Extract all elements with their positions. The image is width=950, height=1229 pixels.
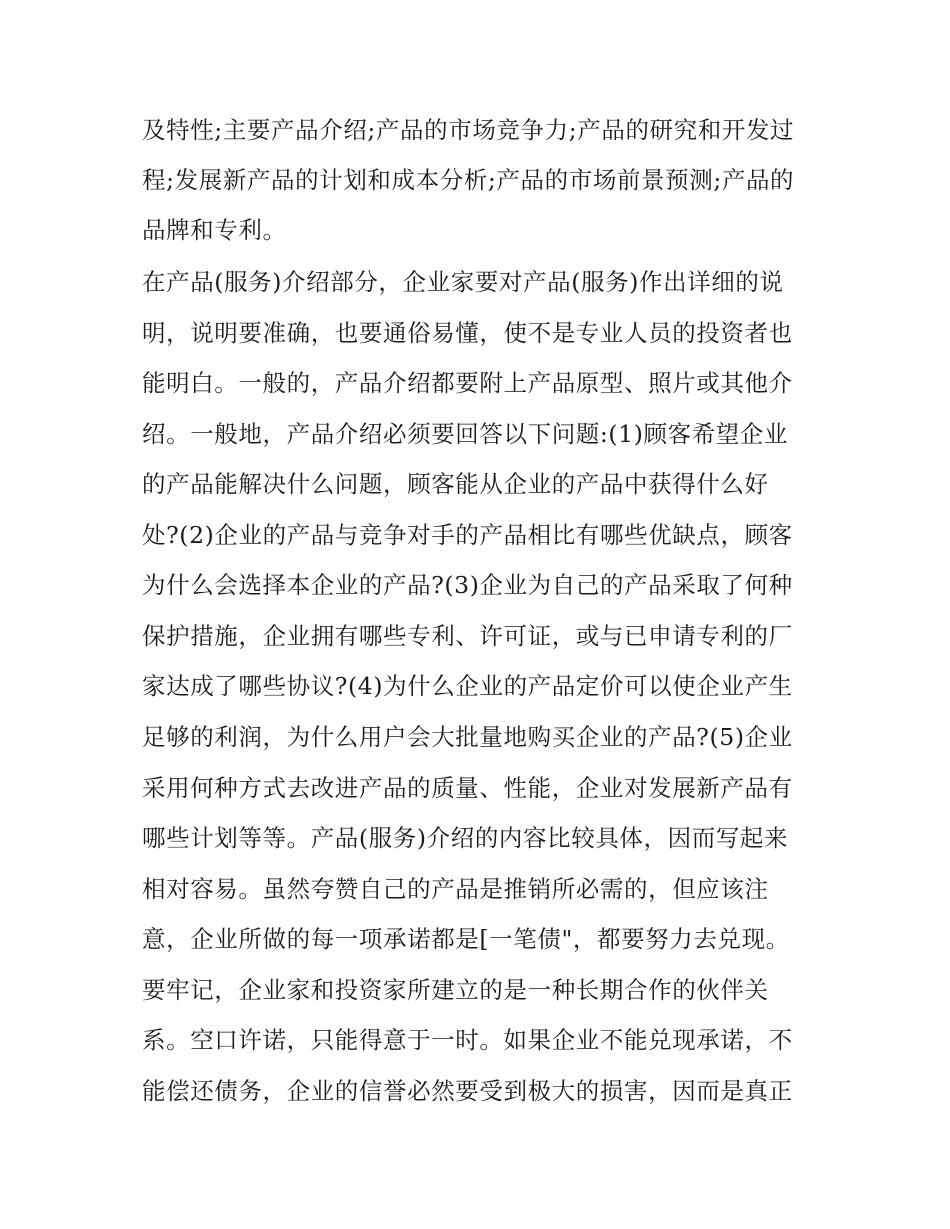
text-line: 哪些计划等等。产品(服务)介绍的内容比较具体，因而写起来: [142, 824, 789, 852]
text-line: 能明白。一般的，产品介绍都要附上产品原型、照片或其他介: [142, 369, 793, 397]
text-line: 在产品(服务)介绍部分，企业家要对产品(服务)作出详细的说: [142, 268, 784, 296]
text-line: 的产品能解决什么问题，顾客能从企业的产品中获得什么好: [142, 470, 769, 498]
text-line: 处?(2)企业的产品与竞争对手的产品相比有哪些优缺点，顾客: [142, 521, 793, 549]
text-line: 明，说明要准确，也要通俗易懂，使不是专业人员的投资者也: [142, 319, 793, 347]
text-line: 能偿还债务，企业的信誉必然要受到极大的损害，因而是真正: [142, 1077, 793, 1105]
text-line: 绍。一般地，产品介绍必须要回答以下问题:(1)顾客希望企业: [142, 420, 789, 448]
text-line: 保护措施，企业拥有哪些专利、许可证，或与已申请专利的厂: [142, 622, 793, 650]
text-line: 采用何种方式去改进产品的质量、性能，企业对发展新产品有: [142, 774, 793, 802]
text-line: 系。空口许诺，只能得意于一时。如果企业不能兑现承诺，不: [142, 1026, 793, 1054]
text-line: 相对容易。虽然夸赞自己的产品是推销所必需的，但应该注: [142, 875, 769, 903]
text-line: 程;发展新产品的计划和成本分析;产品的市场前景预测;产品的: [142, 166, 795, 194]
text-line: 品牌和专利。: [142, 216, 287, 244]
text-line: 家达成了哪些协议?(4)为什么企业的产品定价可以使企业产生: [142, 672, 793, 700]
text-line: 要牢记，企业家和投资家所建立的是一种长期合作的伙伴关: [142, 976, 769, 1004]
text-line: 及特性;主要产品介绍;产品的市场竞争力;产品的研究和开发过: [142, 116, 795, 144]
text-line: 为什么会选择本企业的产品?(3)企业为自己的产品采取了何种: [142, 571, 793, 599]
text-line: 意，企业所做的每一项承诺都是[一笔债"，都要努力去兑现。: [142, 925, 790, 953]
text-line: 足够的利润，为什么用户会大批量地购买企业的产品?(5)企业: [142, 723, 793, 751]
